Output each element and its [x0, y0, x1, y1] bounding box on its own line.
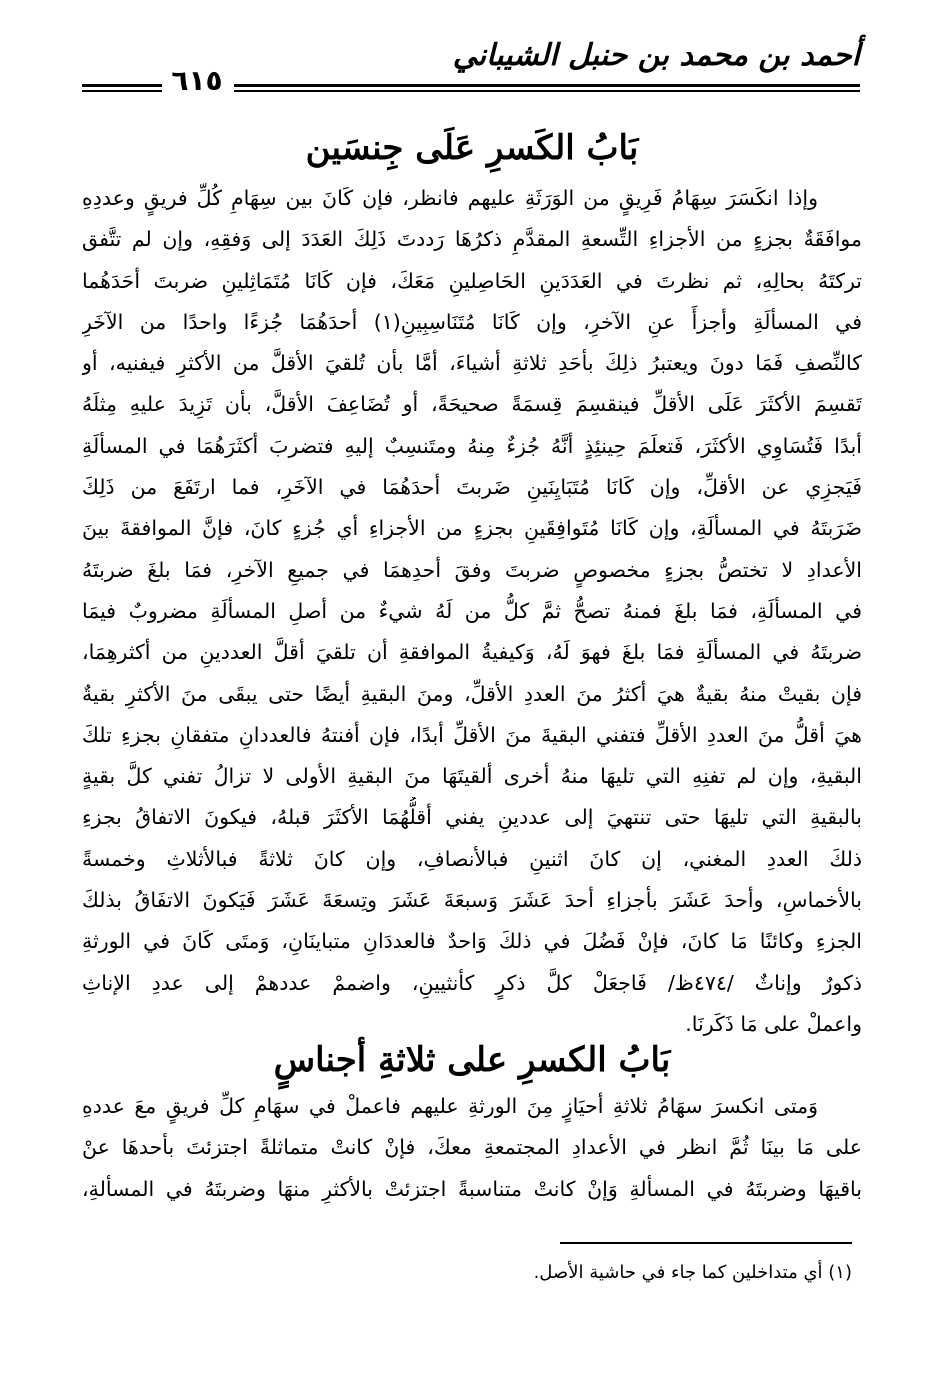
text-line: تركتَهُ بحالِهِ، ثم نظرتَ في العَدَدَينِ الحَاصِلينِ مَعَكَ، فإن كَانَا مُتَمَاثِلينِ ضربتَ أحَدَهُما — [82, 268, 862, 293]
running-title: أحمد بن محمد بن حنبل الشيباني — [452, 38, 860, 73]
text-line: في المسألَةِ، فمَا بلغَ فمنهُ تصحُّ ثمَّ كلُّ من لَهُ شيءٌ من أصلِ المسألَةِ مضروبٌ فيمَا — [82, 598, 862, 623]
text-line: على مَا بينَا ثُمَّ انظر في الأعدادِ المجتمعةِ معكَ، فإنْ كانتْ متماثلةً اجتزئتَ بأحدهَا عنْ — [82, 1135, 862, 1160]
text-line: وإذا انكَسَرَ سِهَامُ فَرِيقٍ من الوَرَثَةِ عليهم فانظر، فإن كَانَ بين سِهَامِ كُلِّ فريقٍ وعددِهِ — [82, 186, 818, 210]
text-line: الجزءِ وكائنًا مَا كانَ، فإنْ فَضُلَ في ذلكَ وَاحدٌ فالعددَانِ متباينَانِ، وَمتَى كَانَ في الورثةِ — [82, 929, 862, 954]
text-line: فَيَجزِي عن الأقلِّ، وإن كَانَا مُتَبَايِنَينِ ضَربتَ أحدَهُمَا في الآخَرِ، فما ارتَفَعَ من ذَلِكَ — [82, 475, 862, 500]
text-line: موافَقَةٌ بجزءٍ من الأجزاءِ التِّسعةِ المقدَّمِ ذكرُهَا رَددتَ ذَلِكَ العَدَدَ إلى وَفقِهِ، وإن لم تتَّفق — [82, 227, 862, 252]
text-line: أبدًا فَتُسَاوِي الأكثَرَ، فَتعلَمَ حِينئِذٍ أنَّهُ جُزءٌ مِنهُ ومتَنسِبٌ إليهِ فتضربَ أكثَرَهُمَا في المسألَةِ — [82, 433, 862, 458]
text-line: ضربتَهُ في المسألَةِ فمَا بلغَ فهوَ لَهُ، وَكيفيةُ الموافقةِ أن تلقيَ أقلَّ العددينِ من أكثرهِمَا، — [82, 640, 862, 665]
text-line: تَقسِمَ الأكثَرَ عَلَى الأقلِّ فينقسِمَ قِسمَةً صحيحَةً، أو تُضَاعِفَ الأقلَّ، بأن تَزِيدَ عليهِ مِثلَهُ — [82, 392, 862, 417]
text-line: هيَ أقلُّ منَ العددِ الأقلِّ فتفني البقيةَ منَ الأقلِّ أبدًا، فإن أفنتهُ فالعددانِ متفقانِ بجزءِ تلكَ — [82, 722, 862, 747]
text-line: البقيةِ، وإن لم تفنِهِ التي تليهَا منهُ أخرى ألقيتَهَا منَ البقيةِ الأولى لا تزالُ تفني كلَّ بقيةٍ — [82, 764, 862, 789]
text-line: وَمتى انكسرَ سهَامُ ثلاثةِ أحيَازٍ مِنَ الورثةِ عليهم فاعملْ في سهَامِ كلِّ فريقٍ معَ عددهِ — [82, 1094, 818, 1118]
text-line: ذكورٌ وإناثٌ /٤٧٤ظ/ فَاجعَلْ كلَّ ذكرٍ كأنثيينِ، واضممْ عددهمْ إلى عددِ الإناثِ — [82, 970, 862, 995]
text-line: فإن بقيتْ منهُ بقيةٌ هيَ أكثرُ منَ العددِ الأقلِّ، ومنَ البقيةِ أيضًا حتى يبقَى منَ الأكثرِ بقيةٌ — [82, 681, 862, 706]
text-line: الأعدادِ لا تختصُّ بجزءٍ مخصوصٍ ضربتَ وفقَ أحدِهمَا في جميعِ الآخرِ، فمَا بلغَ ضربتَهُ — [82, 557, 862, 582]
text-line: كالنِّصفِ فَمَا دونَ ويعتبرُ ذلِكَ بأحَدِ ثلاثةِ أشياءَ، أمَّا بأن تُلقيَ الأقلَّ من الأكثرِ فيفنيه، أو — [82, 351, 862, 376]
footnote-divider — [560, 1242, 852, 1244]
footnote: (١) أي متداخلين كما جاء في حاشية الأصل. — [533, 1262, 852, 1283]
text-line: ضَرَبتَهُ في المسألَةِ، وإن كَانَا مُتَوافِقَينِ بجزءٍ من الأجزاءِ أي جُزءٍ كانَ، فإنَّ الموافقةَ بينَ — [82, 516, 862, 541]
page-number: ٦١٥ — [171, 64, 223, 97]
text-line: في المسألَةِ وأجزأَ عنِ الآخرِ، وإن كَانَا مُتَنَاسِبِينِ(١) أحدَهُمَا جُزءًا واحدًا من الآخَرِ — [82, 309, 862, 334]
section-title: بَابُ الكَسرِ عَلَى جِنسَين — [305, 128, 639, 168]
section-body — [82, 1086, 862, 1210]
text-line: ذلكَ العددِ المغني، إن كانَ اثنينِ فبالأنصافِ، وإن كانَ ثلاثةً فبالأثلاثِ وخمسةً — [82, 846, 862, 871]
section-body — [82, 178, 862, 1045]
text-line: بالبقيةِ التي تليهَا حتى تنتهيَ إلى عددينِ يفني أقلُّهُمَا الأكثَرَ قبلهُ، فيكونَ الاتفاقُ بجزءِ — [82, 805, 862, 830]
header-rule-left — [82, 84, 162, 92]
header-rule-right — [234, 84, 860, 92]
text-line: بالأخماسِ، وأحدَ عَشَرَ بأجزاءِ أحدَ عَشَرَ وَسبعَةَ عَشَرَ وتِسعَةَ عَشَرَ فَيَكونَ الاتفَاقُ بذلكَ — [82, 888, 862, 913]
text-line: باقيهَا وضربتَهُ في المسألةِ وَإنْ كانتْ متناسبةً اجتزئتْ بالأكثرِ منهَا وضربتَهُ في المسألةِ، — [82, 1176, 862, 1201]
text-line: واعملْ على مَا ذَكَرنَا. — [685, 1011, 862, 1036]
section-title: بَابُ الكسرِ على ثلاثةِ أجناسٍ — [273, 1040, 671, 1080]
